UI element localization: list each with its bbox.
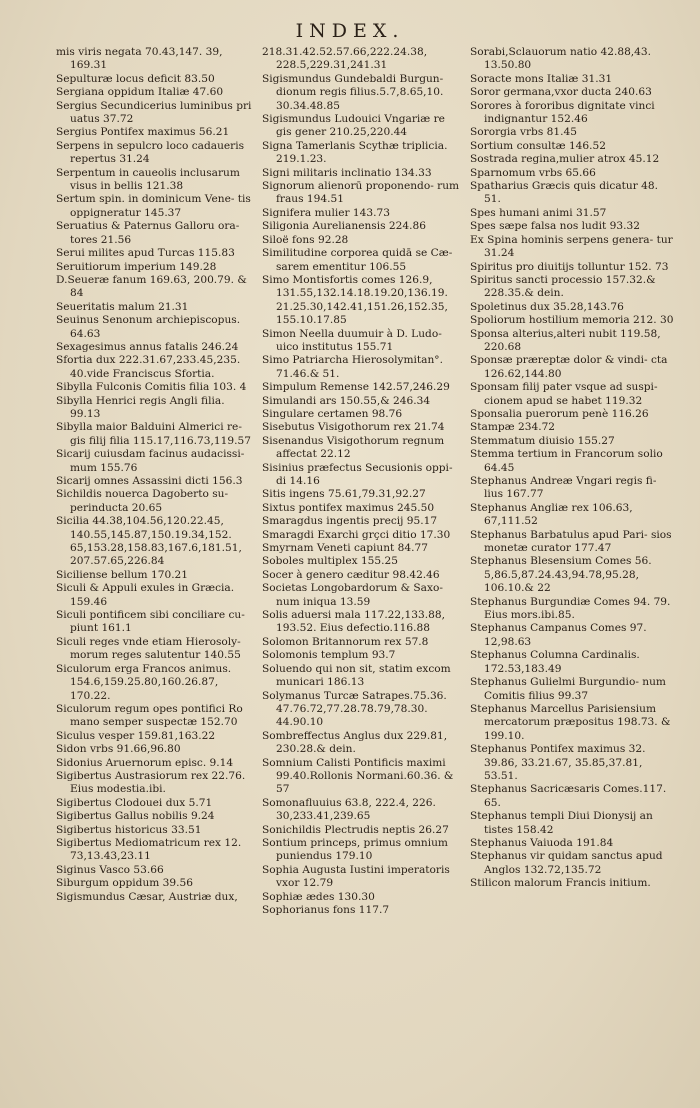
index-entry: Somonafluuius 63.8, 222.4, 226. 30,233.41,239.65 <box>262 796 436 823</box>
index-entry: Sororgia vrbs 81.45 <box>470 126 577 139</box>
index-entry: Sigibertus Mediomatricum rex 12. 73,13.43,23.11 <box>56 836 242 863</box>
index-entry: Siginus Vasco 53.66 <box>56 863 164 876</box>
index-entry: Sidonius Aruernorum episc. 9.14 <box>56 756 234 769</box>
index-column-middle <box>262 46 462 917</box>
index-entry: Sigismundus Gundebaldi Burgun- dionum regis filius.5.7,8.65,10. 30.34.48.85 <box>262 72 444 112</box>
index-entry: Soboles multiplex 155.25 <box>262 555 399 568</box>
index-entry: Stephanus Marcellus Parisiensium mercatorum præpositus 198.73. & 199.10. <box>470 702 671 742</box>
index-entry: Sigibertus Clodouei dux 5.71 <box>56 796 213 809</box>
index-entry: Stampæ 234.72 <box>470 421 556 434</box>
index-entry: Siculi pontificem sibi conciliare cu- piunt 161.1 <box>56 609 245 635</box>
index-entry: Spiritus sancti processio 157.32.& 228.35.& dein. <box>470 273 656 300</box>
index-entry: Sorores à fororibus dignitate vinci indignantur 152.46 <box>470 99 655 126</box>
index-entry: Stephanus Sacricæsaris Comes.117. 65. <box>470 783 667 809</box>
index-entry: Smaragdus ingentis precij 95.17 <box>262 515 438 528</box>
index-entry: Sergius Secundicerius luminibus pri uatus 37.72 <box>56 99 252 126</box>
index-entry: Sibylla Henrici regis Angli filia. 99.13 <box>56 394 225 420</box>
index-entry: Societas Longobardorum & Saxo- num iniqua 13.59 <box>262 582 443 608</box>
index-entry: 218.31.42.52.57.66,222.24.38, 228.5,229.31,241.31 <box>262 46 428 72</box>
index-entry: Siculi reges vnde etiam Hierosoly- morum reges salutentur 140.55 <box>56 635 241 662</box>
index-entry: Simulandi ars 150.55,& 246.34 <box>262 394 431 407</box>
index-entry: Sergiana oppidum Italiæ 47.60 <box>56 86 224 99</box>
index-entry: Stilicon malorum Francis initium. <box>470 877 651 890</box>
index-entry: Soror germana,vxor ducta 240.63 <box>470 86 652 99</box>
index-entry: Signifera mulier 143.73 <box>262 206 390 219</box>
index-entry: Sorabi,Sclauorum natio 42.88,43. 13.50.80 <box>470 46 652 72</box>
index-entry: Spatharius Græcis quis dicatur 48. 51. <box>470 180 659 206</box>
index-entry: Siculi & Appuli exules in Græcia. 159.46 <box>56 582 235 608</box>
index-entry: Stephanus Andreæ Vngari regis fi- lius 167.77 <box>470 475 657 501</box>
index-entry: Siburgum oppidum 39.56 <box>56 877 194 890</box>
index-entry: Stephanus templi Diui Dionysij an tistes 158.42 <box>470 810 653 836</box>
index-entry: Simpulum Remense 142.57,246.29 <box>262 381 450 394</box>
index-entry: Serpentum in caueolis inclusarum visus in bellis 121.38 <box>56 166 240 193</box>
index-entry: Stephanus vir quidam sanctus apud Anglos 132.72,135.72 <box>470 850 663 876</box>
index-entry: Sertum spin. in dominicum Vene- tis oppigneratur 145.37 <box>56 193 251 219</box>
index-entry: Sisinius præfectus Secusionis oppi- di 14.16 <box>262 461 453 487</box>
index-entry: Sixtus pontifex maximus 245.50 <box>262 501 435 514</box>
index-entry: Simo Montisfortis comes 126.9, 131.55,132.14.18.19.20,136.19. 21.25.30,142.41,151.26,152.35, 155.10.17.85 <box>262 273 448 327</box>
index-entry: Somnium Calisti Pontificis maximi 99.40.Rollonis Normani.60.36. & 57 <box>262 756 454 796</box>
index-entry: Siculorum erga Francos animus. 154.6,159.25.80,160.26.87, 170.22. <box>56 662 232 702</box>
index-entry: Smyrnam Veneti capiunt 84.77 <box>262 542 428 555</box>
index-entry: Sparnomum vrbs 65.66 <box>470 166 596 179</box>
index-entry: Siligonia Aurelianensis 224.86 <box>262 220 426 233</box>
index-entry: Sitis ingens 75.61,79.31,92.27 <box>262 488 426 501</box>
index-entry: Socer à genero cæditur 98.42.46 <box>262 568 440 581</box>
index-entry: Stephanus Barbatulus apud Pari- sios monetæ curator 177.47 <box>470 528 672 555</box>
index-entry: Stephanus Pontifex maximus 32. 39.86, 33.21.67, 35.85,37.81, 53.51. <box>470 743 646 782</box>
index-entry: Stephanus Blesensium Comes 56. 5,86.5,87.24.43,94.78,95.28, 106.10.& 22 <box>470 555 652 595</box>
index-entry: Solomonis templum 93.7 <box>262 649 396 662</box>
index-entry: Sophia Augusta Iustini imperatoris vxor 12.79 <box>262 863 450 890</box>
index-entry: Sicilia 44.38,104.56,120.22.45, 140.55,145.87,150.19.34,152. 65,153.28,158.83,167.6,181.51, 207.57.65,226.84 <box>56 515 242 568</box>
index-entry: Sponsalia puerorum penè 116.26 <box>470 407 649 420</box>
index-entry: Sichildis nouerca Dagoberto su- perinducta 20.65 <box>56 488 229 514</box>
index-entry: Sigibertus Gallus nobilis 9.24 <box>56 810 215 823</box>
index-entry: Sponsa alterius,alteri nubit 119.58, 220.68 <box>470 327 661 353</box>
index-entry: Smaragdi Exarchi grçci ditio 17.30 <box>262 528 451 541</box>
index-entry: Seueritatis malum 21.31 <box>56 300 189 313</box>
index-entry: Sicarij omnes Assassini dicti 156.3 <box>56 475 243 487</box>
index-entry: Sponsam filij pater vsque ad suspi- cionem apud se habet 119.32 <box>470 381 658 407</box>
index-entry: Sombreffectus Anglus dux 229.81, 230.28.& dein. <box>262 729 448 756</box>
index-entry: Sisebutus Visigothorum rex 21.74 <box>262 421 445 434</box>
index-entry: Sepulturæ locus deficit 83.50 <box>56 72 215 85</box>
index-entry: Seruitiorum imperium 149.28 <box>56 260 217 273</box>
index-entry: Sisenandus Visigothorum regnum affectat 22.12 <box>262 434 445 461</box>
index-entry: Ex Spina hominis serpens genera- tur 31.24 <box>470 233 673 260</box>
index-entry: Sigibertus Austrasiorum rex 22.76. Eius modestia.ibi. <box>56 769 246 796</box>
index-entry: Siciliense bellum 170.21 <box>56 568 189 581</box>
index-entry: Sibylla Fulconis Comitis filia 103. 4 <box>56 381 247 394</box>
index-entry: Serui milites apud Turcas 115.83 <box>56 247 235 260</box>
index-entry: Sicarij cuiusdam facinus audacissi- mum 155.76 <box>56 448 245 474</box>
index-entry: Sophiæ ædes 130.30 <box>262 890 375 903</box>
index-entry: Singulare certamen 98.76 <box>262 407 403 420</box>
index-column-right <box>470 46 678 891</box>
index-entry: Seruatius & Paternus Galloru ora- tores 21.56 <box>56 220 240 246</box>
index-entry: Similitudine corporea quidā se Cæ- sarem ementitur 106.55 <box>262 247 453 273</box>
index-entry: Stemmatum diuisio 155.27 <box>470 434 615 447</box>
index-entry: Serpens in sepulcro loco cadaueris repertus 31.24 <box>56 139 245 166</box>
index-entry: Spes sæpe falsa nos ludit 93.32 <box>470 220 641 233</box>
index-entry: Solis aduersi mala 117.22,133.88, 193.52. Eius defectio.116.88 <box>262 609 445 635</box>
index-entry: Spes humani animi 31.57 <box>470 206 607 219</box>
index-column-left <box>56 46 252 904</box>
index-entry: Sontium princeps, primus omnium puniendus 179.10 <box>262 836 448 863</box>
index-entry: Sfortia dux 222.31.67,233.45,235. 40.vide Franciscus Sfortia. <box>56 354 241 380</box>
index-entry: Soracte mons Italiæ 31.31 <box>470 72 613 85</box>
index-entry: Spiritus pro diuitijs tolluntur 152. 73 <box>470 260 669 273</box>
page-title: INDEX. <box>295 20 405 42</box>
index-entry: Sortium consultæ 146.52 <box>470 139 607 152</box>
index-entry: Sponsæ præreptæ dolor & vindi- cta 126.62,144.80 <box>470 354 668 380</box>
index-entry: Sostrada regina,mulier atrox 45.12 <box>470 153 660 166</box>
index-entry: Sophorianus fons 117.7 <box>262 904 390 916</box>
index-entry: Sergius Pontifex maximus 56.21 <box>56 126 230 139</box>
index-entry: Spoliorum hostilium memoria 212. 30 <box>470 314 674 327</box>
index-entry: Stephanus Burgundiæ Comes 94. 79. Eius mors.ibi.85. <box>470 595 671 622</box>
index-entry: Stemma tertium in Francorum solio 64.45 <box>470 448 663 474</box>
index-entry: mis viris negata 70.43,147. 39, 169.31 <box>56 46 223 72</box>
index-entry: Sidon vrbs 91.66,96.80 <box>56 743 181 756</box>
index-entry: Solomon Britannorum rex 57.8 <box>262 635 429 648</box>
index-entry: Stephanus Vaiuoda 191.84 <box>470 836 614 849</box>
index-entry: Sibylla maior Balduini Almerici re- gis filij filia 115.17,116.73,119.57 <box>56 421 251 447</box>
index-entry: Sexagesimus annus fatalis 246.24 <box>56 340 239 353</box>
index-entry: Simo Patriarcha Hierosolymitan°. 71.46.& 51. <box>262 354 443 380</box>
index-entry: Stephanus Columna Cardinalis. 172.53,183.49 <box>470 649 640 675</box>
index-entry: Sigibertus historicus 33.51 <box>56 823 202 836</box>
index-entry: Stephanus Angliæ rex 106.63, 67,111.52 <box>470 501 633 528</box>
index-entry: Siloë fons 92.28 <box>262 233 349 246</box>
index-entry: Solymanus Turcæ Satrapes.75.36. 47.76.72,77.28.78.79,78.30. 44.90.10 <box>262 689 447 729</box>
index-entry: Siculus vesper 159.81,163.22 <box>56 729 216 742</box>
index-entry: Signorum alienorū proponendo- rum fraus 194.51 <box>262 180 460 206</box>
index-entry: Stephanus Gulielmi Burgundio- num Comitis filius 99.37 <box>470 676 666 702</box>
index-entry: Seuinus Senonum archiepiscopus. 64.63 <box>56 314 241 340</box>
index-entry: D.Seueræ fanum 169.63, 200.79. & 84 <box>56 273 247 300</box>
index-entry: Stephanus Campanus Comes 97. 12,98.63 <box>470 622 647 648</box>
index-entry: Spoletinus dux 35.28,143.76 <box>470 300 624 313</box>
index-entry: Signa Tamerlanis Scythæ triplicia. 219.1.23. <box>262 139 448 166</box>
index-entry: Siculorum regum opes pontifici Ro mano semper suspectæ 152.70 <box>56 702 243 729</box>
index-entry: Signi militaris inclinatio 134.33 <box>262 166 432 179</box>
index-entry: Sigismundus Cæsar, Austriæ dux, <box>56 890 238 903</box>
index-entry: Simon Neella duumuir à D. Ludo- uico institutus 155.71 <box>262 327 442 353</box>
index-entry: Sigismundus Ludouici Vngariæ re gis gener 210.25,220.44 <box>262 113 445 139</box>
index-entry: Sonichildis Plectrudis neptis 26.27 <box>262 823 449 836</box>
index-entry: Soluendo qui non sit, statim excom municari 186.13 <box>262 662 451 689</box>
